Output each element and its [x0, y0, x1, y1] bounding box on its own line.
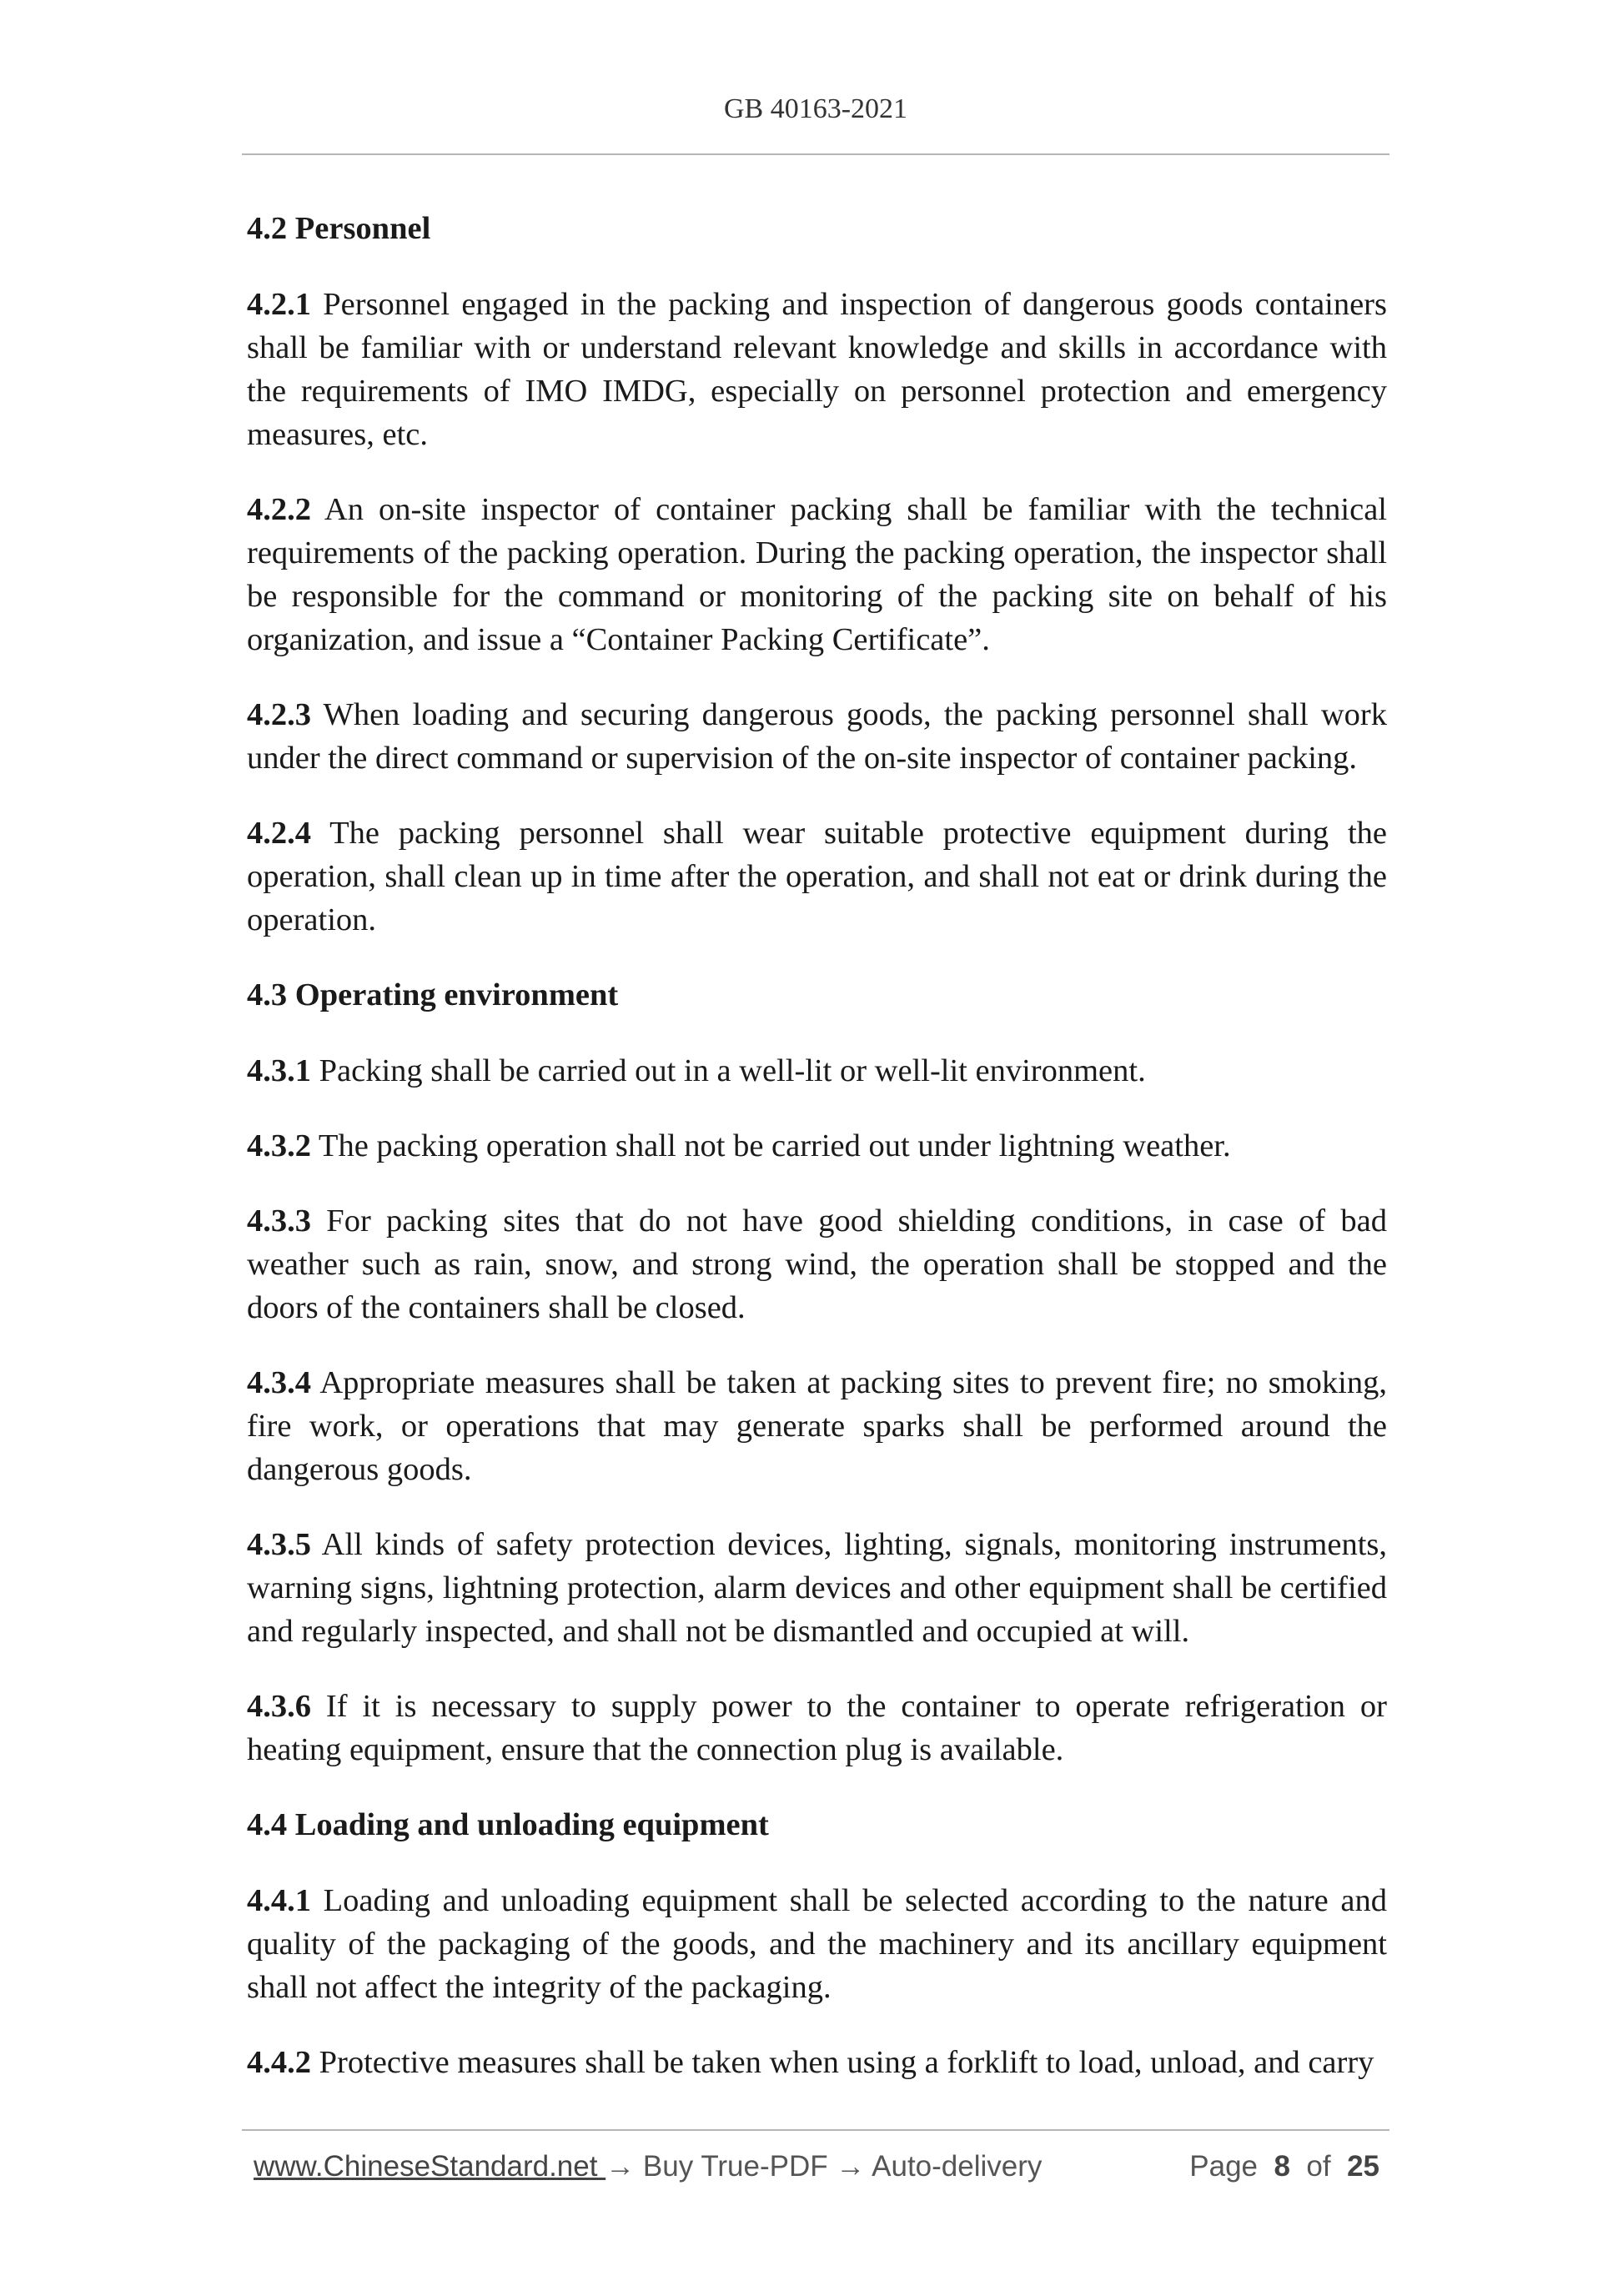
clause-4-3-3: [247, 1199, 1387, 1329]
page-of-label: of: [1306, 2150, 1331, 2183]
clause-text: If it is necessary to supply power to the container to operate refrigeration or heating equipment, ensure that the connection plug is available.: [247, 1689, 1387, 1767]
clause-text: An on-site inspector of container packing shall be familiar with the technical requirements of the packing operation. During the packing operation, the inspector shall be responsible for the command or monitoring of the packing site on behalf of his organization, and issue a “Container Packing Certificate”.: [247, 492, 1387, 657]
clause-text: Packing shall be carried out in a well-lit or well-lit environment.: [311, 1053, 1146, 1088]
header-divider: [242, 153, 1389, 155]
clause-number: 4.3.6: [247, 1689, 311, 1724]
clause-4-2-4: [247, 811, 1387, 942]
clause-number: 4.2.4: [247, 816, 311, 851]
clause-4-3-6: [247, 1685, 1387, 1771]
clause-text: All kinds of safety protection devices, lighting, signals, monitoring instruments, warning signs, lightning protection, alarm devices and other equipment shall be certified and regularly inspected, and shall not be dismantled and occupied at will.: [247, 1527, 1387, 1649]
section-heading-4-3: 4.3 Operating environment: [247, 977, 619, 1012]
clause-4-2-3: [247, 693, 1387, 780]
section-heading-4-2: 4.2 Personnel: [247, 211, 431, 246]
website-link[interactable]: www.ChineseStandard.net: [254, 2150, 606, 2183]
clause-number: 4.2.3: [247, 697, 311, 732]
clause-number: 4.4.2: [247, 2045, 311, 2080]
clause-4-3-4: [247, 1361, 1387, 1491]
clause-4-2-1: [247, 283, 1387, 456]
clause-text: Personnel engaged in the packing and inspection of dangerous goods containers shall be familiar with or understand relevant knowledge and skills in accordance with the requirements of IMO IMDG, especially on personnel protection and emergency measures, etc.: [247, 287, 1387, 452]
auto-delivery-text: Auto-delivery: [865, 2150, 1043, 2183]
page-indicator: [1189, 2150, 1379, 2183]
page-label: Page: [1189, 2150, 1259, 2183]
clause-4-3-5: [247, 1523, 1387, 1653]
page-total: 25: [1347, 2150, 1379, 2183]
clause-text: For packing sites that do not have good shielding conditions, in case of bad weather such as rain, snow, and strong wind, the operation shall be stopped and the doors of the containers shall be closed.: [247, 1203, 1387, 1325]
clause-text: The packing operation shall not be carried out under lightning weather.: [311, 1128, 1231, 1163]
document-body: [247, 207, 1387, 2116]
arrow-right-icon: →: [605, 2150, 636, 2183]
clause-number: 4.3.5: [247, 1527, 311, 1562]
clause-number: 4.3.3: [247, 1203, 311, 1238]
clause-4-3-1: [247, 1049, 1387, 1093]
footer-divider: [242, 2129, 1389, 2131]
section-heading-4-4: 4.4 Loading and unloading equipment: [247, 1807, 769, 1842]
clause-number: 4.3.4: [247, 1365, 311, 1400]
clause-number: 4.2.1: [247, 287, 311, 322]
clause-text: Appropriate measures shall be taken at packing sites to prevent fire; no smoking, fire work, or operations that may generate sparks shall be performed around the dangerous goods.: [247, 1365, 1387, 1487]
clause-4-3-2: [247, 1124, 1387, 1168]
clause-text: The packing personnel shall wear suitable protective equipment during the operation, shall clean up in time after the operation, and shall not eat or drink during the operation.: [247, 816, 1387, 937]
clause-4-4-1: [247, 1879, 1387, 2009]
arrow-right-icon: →: [836, 2150, 866, 2183]
buy-true-pdf-text: Buy True-PDF: [635, 2150, 837, 2183]
clause-text: Protective measures shall be taken when using a forklift to load, unload, and carry: [311, 2045, 1374, 2080]
clause-text: When loading and securing dangerous goods, the packing personnel shall work under the direct command or supervision of the on-site inspector of container packing.: [247, 697, 1387, 776]
clause-number: 4.2.2: [247, 492, 311, 527]
page-footer: [254, 2150, 1389, 2183]
document-id-header: GB 40163-2021: [723, 93, 908, 124]
clause-4-2-2: [247, 488, 1387, 661]
clause-number: 4.3.1: [247, 1053, 311, 1088]
clause-number: 4.3.2: [247, 1128, 311, 1163]
page-current: 8: [1274, 2150, 1290, 2183]
clause-4-4-2: [247, 2041, 1387, 2084]
clause-text: Loading and unloading equipment shall be selected according to the nature and quality of the packaging of the goods, and the machinery and its ancillary equipment shall not affect the integrity of the packaging.: [247, 1883, 1387, 2005]
clause-number: 4.4.1: [247, 1883, 311, 1918]
